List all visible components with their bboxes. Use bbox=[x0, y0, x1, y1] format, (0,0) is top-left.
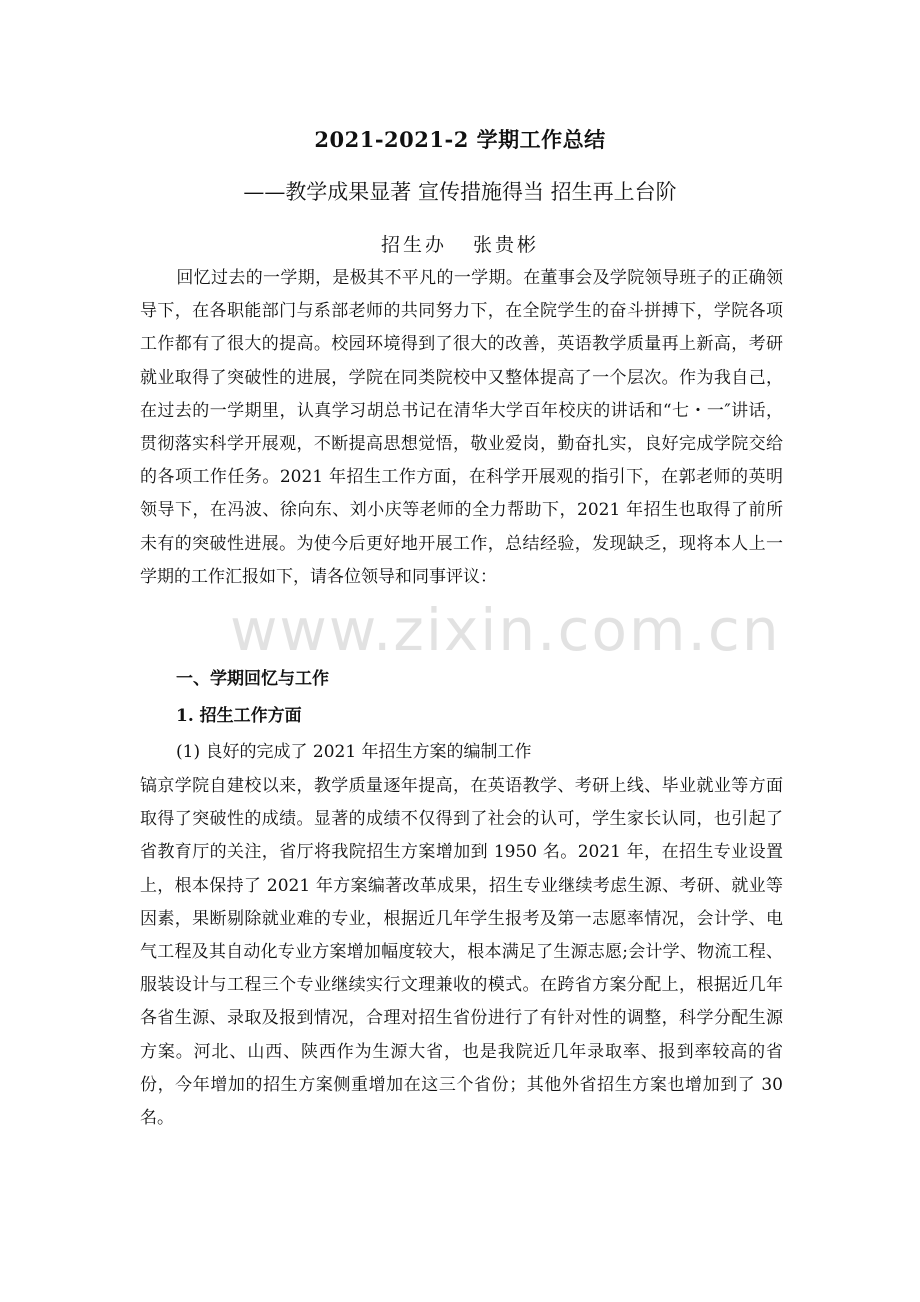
author-line bbox=[0, 230, 920, 257]
item-heading: (1) 良好的完成了 2021 年招生方案的编制工作 bbox=[176, 742, 532, 762]
watermark: www.zixin.com.cn bbox=[230, 596, 781, 664]
document-title: 2021-2021-2 学期工作总结 bbox=[314, 127, 606, 152]
subsection-heading: 1. 招生工作方面 bbox=[176, 706, 302, 726]
intro-paragraph-text: 回忆过去的一学期，是极其不平凡的一学期。在董事会及学院领导班子的正确领导下，在各职能部门与系部老师的共同努力下，在全院学生的奋斗拼搏下，学院各项工作都有了很大的提高。校园环境得到了很大的改善，英语教学质量再上新高，考研就业取得了突破性的进展，学院在同类院校中又整体提高了一个层次。作为我自己，在过去的一学期里，认真学习胡总书记在清华大学百年校庆的讲话和“七・一″讲话，贯彻落实科学开展观，不断提高思想觉悟，敬业爱岗，勤奋扎实，良好完成学院交给的各项工作任务。2021 年招生工作方面，在科学开展观的指引下，在郭老师的英明领导下，在冯波、徐向东、刘小庆等老师的全力帮助下，2021 年招生也取得了前所未有的突破性进展。为使今后更好地开展工作，总结经验，发现缺乏，现将本人上一学期的工作汇报如下，请各位领导和同事评议： bbox=[140, 268, 783, 587]
intro-paragraph bbox=[140, 262, 783, 594]
section-heading: 一、学期回忆与工作 bbox=[176, 669, 329, 689]
body-paragraph bbox=[140, 770, 783, 1135]
document-subtitle: ——教学成果显著 宣传措施得当 招生再上台阶 bbox=[243, 180, 677, 204]
author-department: 招生办 bbox=[380, 234, 447, 256]
body-paragraph-text: 镐京学院自建校以来，教学质量逐年提高，在英语教学、考研上线、毕业就业等方面取得了突破性的成绩。显著的成绩不仅得到了社会的认可，学生家长认同，也引起了省教育厅的关注，省厅将我院招生方案增加到 1950 名。2021 年，在招生专业设置上，根本保持了 2021 年方案编著改革成果，招生专业继续考虑生源、考研、就业等因素，果断剔除就业难的专业，根据近几年学生报考及第一志愿率情况，会计学、电气工程及其自动化专业方案增加幅度较大，根本满足了生源志愿;会计学、物流工程、服装设计与工程三个专业继续实行文理兼收的模式。在跨省方案分配上，根据近几年各省生源、录取及报到情况，合理对招生省份进行了有针对性的调整，科学分配生源方案。河北、山西、陕西作为生源大省，也是我院近几年录取率、报到率较高的省份，今年增加的招生方案侧重增加在这三个省份；其他外省招生方案也增加到了 30 名。 bbox=[140, 776, 783, 1129]
author-name: 张贵彬 bbox=[473, 234, 540, 256]
